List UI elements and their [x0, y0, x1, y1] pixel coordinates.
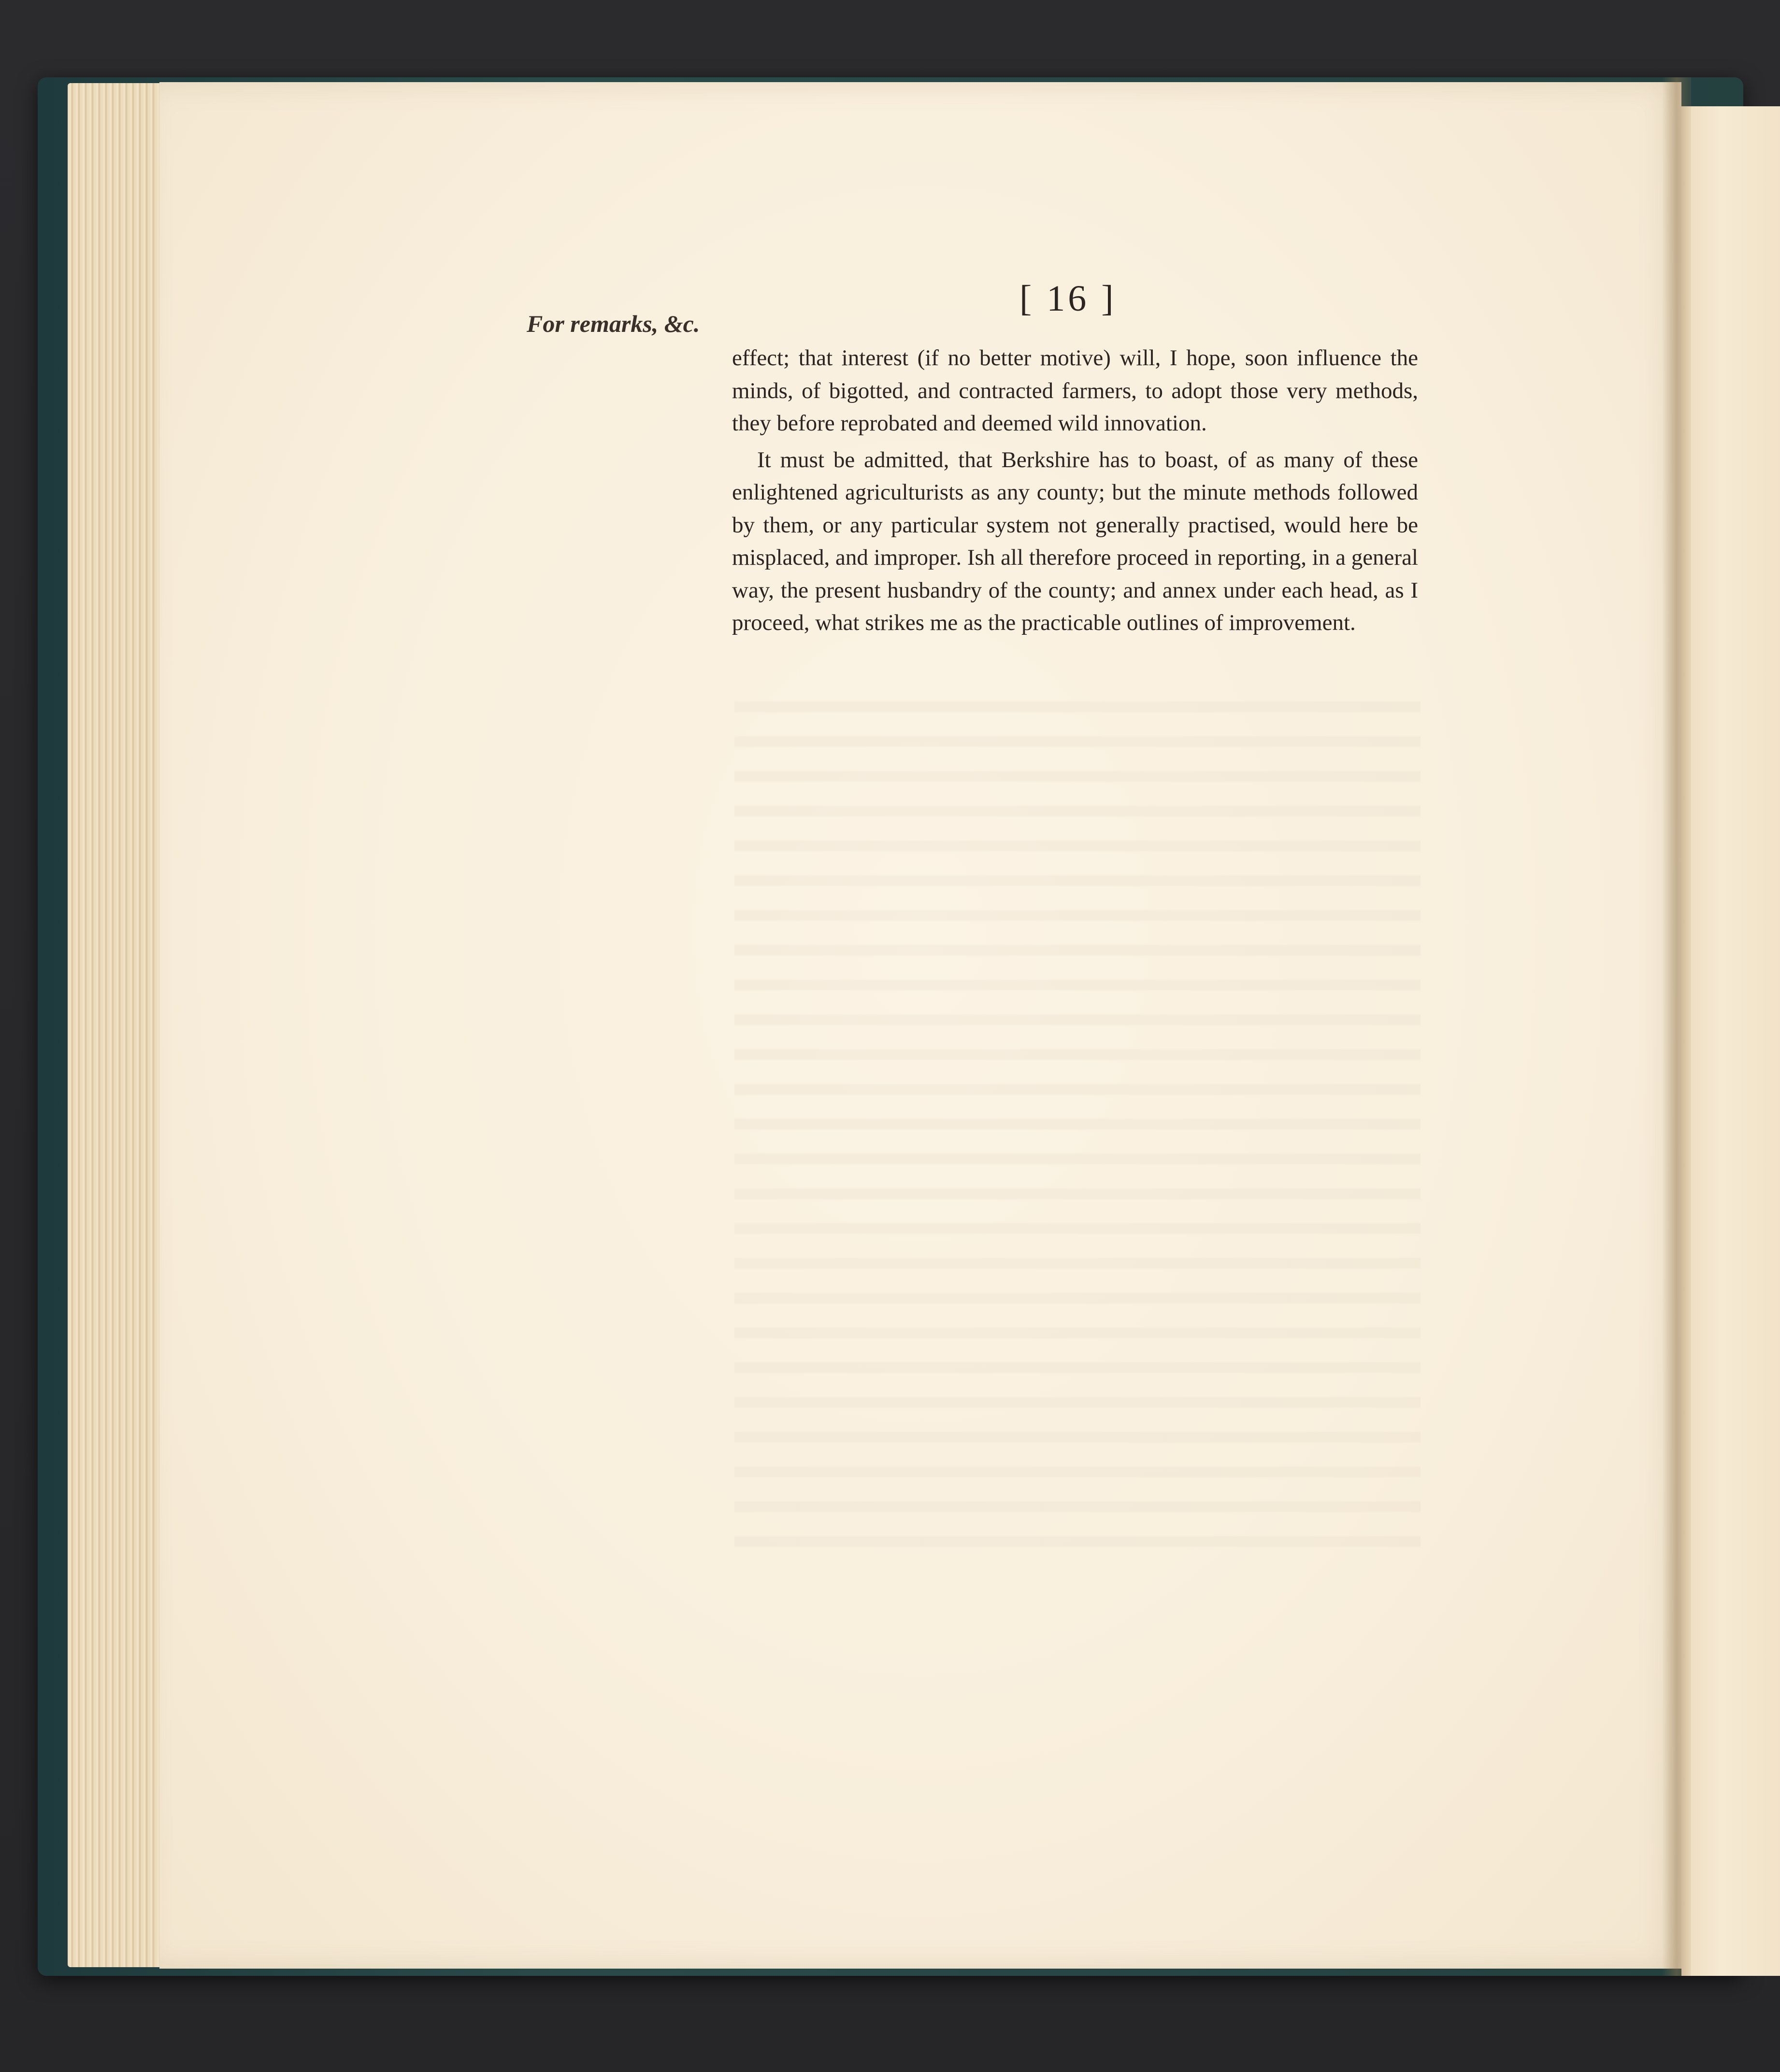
paragraph-2: It must be admitted, that Berkshire has to boast, of as many of these enlightened agriculturists as any county; but the minute methods followed by them, or any particular system not generally practised, would here be misplaced, and improper. Ish all therefore proceed in reporting, in a general way, the present husbandry of the county; and annex under each head, as I proceed, what strikes me as the practicable outlines of improvement.	[732, 447, 1418, 635]
page-number: [ 16 ]	[1019, 278, 1117, 319]
body-text	[732, 342, 1418, 640]
show-through-text	[734, 686, 1421, 1556]
margin-note: For remarks, &c.	[527, 310, 700, 337]
paragraph-1: effect; that interest (if no better motive) will, I hope, soon influence the minds, of bigotted, and contracted farmers, to adopt those very methods, they before reprobated and deemed wild innovation.	[732, 345, 1418, 436]
